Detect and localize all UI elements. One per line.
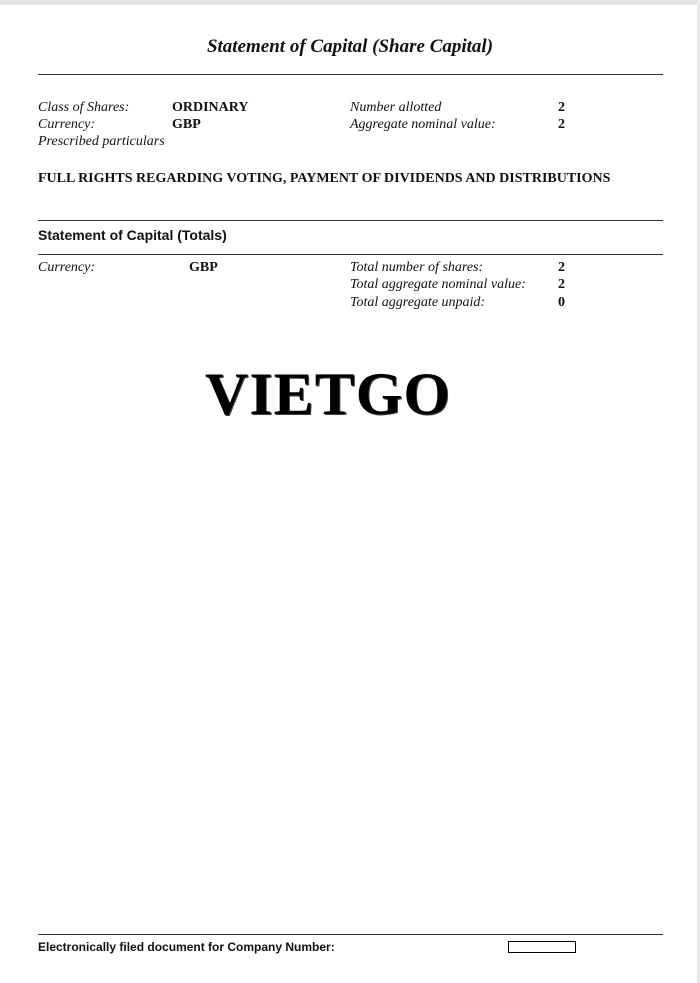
total-nominal-value: 2 (558, 277, 565, 292)
number-allotted-label: Number allotted (350, 100, 442, 115)
aggregate-nominal-value: 2 (558, 117, 565, 132)
footer-company-number-label: Electronically filed document for Company Number: (38, 940, 335, 954)
viewer-top-bar (0, 0, 700, 5)
total-nominal-label: Total aggregate nominal value: (350, 277, 526, 292)
currency-value: GBP (172, 117, 201, 132)
prescribed-particulars-label: Prescribed particulars (38, 134, 165, 149)
totals-bottom-divider (38, 254, 663, 255)
title-divider (38, 74, 663, 75)
total-shares-label: Total number of shares: (350, 260, 484, 275)
totals-currency-value: GBP (189, 260, 218, 275)
footer-divider (38, 934, 663, 935)
total-shares-value: 2 (558, 260, 565, 275)
totals-section-title: Statement of Capital (Totals) (38, 227, 227, 243)
number-allotted-value: 2 (558, 100, 565, 115)
totals-currency-label: Currency: (38, 260, 96, 275)
currency-label: Currency: (38, 117, 96, 132)
vietgo-watermark: VIETGO (205, 361, 452, 427)
total-unpaid-label: Total aggregate unpaid: (350, 295, 486, 310)
aggregate-nominal-label: Aggregate nominal value: (350, 117, 496, 132)
class-of-shares-label: Class of Shares: (38, 100, 130, 115)
company-number-box (508, 941, 576, 953)
rights-text: FULL RIGHTS REGARDING VOTING, PAYMENT OF DIVIDENDS AND DISTRIBUTIONS (38, 171, 611, 186)
total-unpaid-value: 0 (558, 295, 565, 310)
page-title: Statement of Capital (Share Capital) (206, 36, 494, 57)
class-of-shares-value: ORDINARY (172, 100, 249, 115)
totals-top-divider (38, 220, 663, 221)
